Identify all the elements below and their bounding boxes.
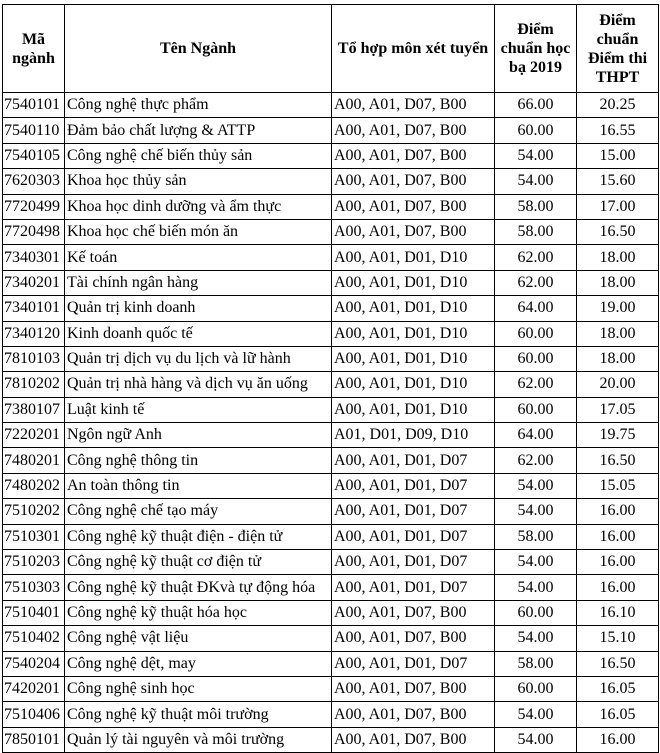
cell-score-hocba: 64.00 xyxy=(495,296,577,321)
cell-score-hocba: 58.00 xyxy=(495,651,577,676)
cell-code: 7480202 xyxy=(3,473,65,498)
cell-name: Công nghệ vật liệu xyxy=(65,626,332,651)
cell-score-thpt: 15.05 xyxy=(577,473,659,498)
cell-name: Công nghệ kỹ thuật môi trường xyxy=(65,702,332,727)
cell-score-thpt: 15.60 xyxy=(577,169,659,194)
cell-code: 7620303 xyxy=(3,169,65,194)
cell-name: Kế toán xyxy=(65,245,332,270)
header-code: Mã ngành xyxy=(3,5,65,93)
cell-name: Công nghệ kỹ thuật hóa học xyxy=(65,600,332,625)
cell-score-hocba: 54.00 xyxy=(495,143,577,168)
cell-score-thpt: 16.00 xyxy=(577,575,659,600)
cell-code: 7510303 xyxy=(3,575,65,600)
cell-score-thpt: 19.00 xyxy=(577,296,659,321)
cell-score-hocba: 60.00 xyxy=(495,676,577,701)
table-row xyxy=(3,600,659,625)
table-row xyxy=(3,245,659,270)
cell-combo: A00, A01, D01, D07 xyxy=(332,448,495,473)
cell-combo: A00, A01, D01, D07 xyxy=(332,575,495,600)
cell-score-hocba: 64.00 xyxy=(495,423,577,448)
cell-score-hocba: 62.00 xyxy=(495,245,577,270)
cell-score-hocba: 54.00 xyxy=(495,550,577,575)
cell-code: 7510406 xyxy=(3,702,65,727)
table-row xyxy=(3,727,659,752)
cell-name: Ngôn ngữ Anh xyxy=(65,423,332,448)
cell-score-thpt: 16.00 xyxy=(577,499,659,524)
cell-code: 7510203 xyxy=(3,550,65,575)
cell-code: 7340201 xyxy=(3,270,65,295)
cell-score-thpt: 16.05 xyxy=(577,676,659,701)
cell-name: Công nghệ kỹ thuật điện - điện tử xyxy=(65,524,332,549)
cell-code: 7220201 xyxy=(3,423,65,448)
cell-combo: A00, A01, D07, B00 xyxy=(332,600,495,625)
cell-name: Quản trị dịch vụ du lịch và lữ hành xyxy=(65,346,332,371)
cell-code: 7540110 xyxy=(3,118,65,143)
cell-combo: A00, A01, D01, D07 xyxy=(332,550,495,575)
cell-name: Khoa học dinh dưỡng và ẩm thực xyxy=(65,194,332,219)
cell-code: 7540204 xyxy=(3,651,65,676)
cell-name: Quản trị nhà hàng và dịch vụ ăn uống xyxy=(65,372,332,397)
cell-score-hocba: 66.00 xyxy=(495,93,577,118)
table-header-row xyxy=(3,5,659,93)
cell-score-thpt: 16.55 xyxy=(577,118,659,143)
cell-code: 7510401 xyxy=(3,600,65,625)
cell-score-thpt: 15.00 xyxy=(577,143,659,168)
cell-score-hocba: 54.00 xyxy=(495,473,577,498)
cell-combo: A00, A01, D01, D07 xyxy=(332,651,495,676)
cell-combo: A00, A01, D01, D10 xyxy=(332,245,495,270)
cell-name: Công nghệ kỹ thuật ĐKvà tự động hóa xyxy=(65,575,332,600)
cell-score-thpt: 17.05 xyxy=(577,397,659,422)
cell-name: Công nghệ kỹ thuật cơ điện tử xyxy=(65,550,332,575)
cell-code: 7810103 xyxy=(3,346,65,371)
cell-name: Luật kinh tế xyxy=(65,397,332,422)
table-row xyxy=(3,524,659,549)
cell-score-thpt: 20.25 xyxy=(577,93,659,118)
cell-combo: A00, A01, D07, B00 xyxy=(332,143,495,168)
cell-score-hocba: 60.00 xyxy=(495,600,577,625)
cell-code: 7420201 xyxy=(3,676,65,701)
cell-name: An toàn thông tin xyxy=(65,473,332,498)
header-name: Tên Ngành xyxy=(65,5,332,93)
cell-score-hocba: 54.00 xyxy=(495,702,577,727)
cell-combo: A00, A01, D01, D07 xyxy=(332,473,495,498)
cell-combo: A00, A01, D07, B00 xyxy=(332,194,495,219)
cell-score-hocba: 58.00 xyxy=(495,219,577,244)
cell-score-hocba: 54.00 xyxy=(495,169,577,194)
cell-name: Đảm bảo chất lượng & ATTP xyxy=(65,118,332,143)
cell-combo: A00, A01, D07, B00 xyxy=(332,727,495,752)
cell-score-hocba: 62.00 xyxy=(495,448,577,473)
cell-combo: A01, D01, D09, D10 xyxy=(332,423,495,448)
cell-score-thpt: 16.50 xyxy=(577,219,659,244)
cell-score-thpt: 16.50 xyxy=(577,448,659,473)
table-row xyxy=(3,626,659,651)
table-body xyxy=(3,93,659,753)
cell-score-hocba: 62.00 xyxy=(495,372,577,397)
table-row xyxy=(3,346,659,371)
cell-code: 7340101 xyxy=(3,296,65,321)
table-row xyxy=(3,321,659,346)
table-row xyxy=(3,550,659,575)
cell-score-hocba: 60.00 xyxy=(495,321,577,346)
cell-score-hocba: 60.00 xyxy=(495,397,577,422)
table-row xyxy=(3,270,659,295)
header-score-thpt: Điểm chuẩn Điểm thi THPT xyxy=(577,5,659,93)
cell-name: Khoa học chế biến món ăn xyxy=(65,219,332,244)
table-row xyxy=(3,219,659,244)
cell-score-thpt: 16.50 xyxy=(577,651,659,676)
cell-combo: A00, A01, D07, B00 xyxy=(332,219,495,244)
cell-combo: A00, A01, D01, D10 xyxy=(332,270,495,295)
table-row xyxy=(3,473,659,498)
cell-code: 7380107 xyxy=(3,397,65,422)
cell-score-thpt: 18.00 xyxy=(577,346,659,371)
cell-combo: A00, A01, D07, B00 xyxy=(332,676,495,701)
cell-score-thpt: 18.00 xyxy=(577,270,659,295)
cell-score-hocba: 60.00 xyxy=(495,346,577,371)
table-row xyxy=(3,169,659,194)
cell-combo: A00, A01, D07, B00 xyxy=(332,118,495,143)
cell-score-thpt: 16.00 xyxy=(577,550,659,575)
table-row xyxy=(3,296,659,321)
cell-score-hocba: 58.00 xyxy=(495,524,577,549)
cell-score-thpt: 18.00 xyxy=(577,321,659,346)
cell-code: 7540105 xyxy=(3,143,65,168)
table-row xyxy=(3,575,659,600)
cell-name: Tài chính ngân hàng xyxy=(65,270,332,295)
cell-combo: A00, A01, D01, D10 xyxy=(332,397,495,422)
cell-score-hocba: 54.00 xyxy=(495,499,577,524)
header-combo: Tổ hợp môn xét tuyển xyxy=(332,5,495,93)
table-row xyxy=(3,676,659,701)
cell-code: 7850101 xyxy=(3,727,65,752)
cell-score-thpt: 16.00 xyxy=(577,524,659,549)
cell-name: Công nghệ chế biến thủy sản xyxy=(65,143,332,168)
cell-name: Công nghệ thông tin xyxy=(65,448,332,473)
header-score-hocba: Điểm chuẩn học bạ 2019 xyxy=(495,5,577,93)
cell-name: Khoa học thủy sản xyxy=(65,169,332,194)
cell-combo: A00, A01, D01, D07 xyxy=(332,524,495,549)
cell-combo: A00, A01, D01, D10 xyxy=(332,296,495,321)
table-row xyxy=(3,397,659,422)
cell-score-thpt: 17.00 xyxy=(577,194,659,219)
cell-code: 7720498 xyxy=(3,219,65,244)
cell-combo: A00, A01, D01, D10 xyxy=(332,372,495,397)
table-row xyxy=(3,143,659,168)
cell-code: 7720499 xyxy=(3,194,65,219)
cell-combo: A00, A01, D07, B00 xyxy=(332,93,495,118)
cell-code: 7540101 xyxy=(3,93,65,118)
cell-combo: A00, A01, D01, D10 xyxy=(332,346,495,371)
cell-code: 7810202 xyxy=(3,372,65,397)
cell-name: Công nghệ thực phẩm xyxy=(65,93,332,118)
cell-combo: A00, A01, D07, B00 xyxy=(332,702,495,727)
table-row xyxy=(3,423,659,448)
cell-score-thpt: 18.00 xyxy=(577,245,659,270)
cell-score-thpt: 16.05 xyxy=(577,702,659,727)
cell-score-hocba: 54.00 xyxy=(495,727,577,752)
table-row xyxy=(3,651,659,676)
table-row xyxy=(3,194,659,219)
cell-score-hocba: 54.00 xyxy=(495,575,577,600)
cell-code: 7340301 xyxy=(3,245,65,270)
cell-score-hocba: 54.00 xyxy=(495,626,577,651)
cell-score-thpt: 19.75 xyxy=(577,423,659,448)
cell-score-hocba: 58.00 xyxy=(495,194,577,219)
table-row xyxy=(3,93,659,118)
cell-combo: A00, A01, D01, D10 xyxy=(332,321,495,346)
cell-score-thpt: 16.00 xyxy=(577,727,659,752)
cell-name: Quản lý tài nguyên và môi trường xyxy=(65,727,332,752)
cell-score-thpt: 16.10 xyxy=(577,600,659,625)
cell-name: Quản trị kinh doanh xyxy=(65,296,332,321)
cell-combo: A00, A01, D07, B00 xyxy=(332,626,495,651)
cell-name: Công nghệ chế tạo máy xyxy=(65,499,332,524)
cell-name: Công nghệ dệt, may xyxy=(65,651,332,676)
cell-score-thpt: 15.10 xyxy=(577,626,659,651)
cell-code: 7510301 xyxy=(3,524,65,549)
cell-score-hocba: 62.00 xyxy=(495,270,577,295)
admission-scores-table xyxy=(2,4,659,753)
table-row xyxy=(3,702,659,727)
cell-score-hocba: 60.00 xyxy=(495,118,577,143)
cell-combo: A00, A01, D07, B00 xyxy=(332,169,495,194)
table-row xyxy=(3,118,659,143)
cell-score-thpt: 20.00 xyxy=(577,372,659,397)
cell-code: 7510402 xyxy=(3,626,65,651)
table-row xyxy=(3,448,659,473)
cell-code: 7340120 xyxy=(3,321,65,346)
cell-name: Kinh doanh quốc tế xyxy=(65,321,332,346)
table-row xyxy=(3,372,659,397)
cell-combo: A00, A01, D01, D07 xyxy=(332,499,495,524)
cell-code: 7480201 xyxy=(3,448,65,473)
table-row xyxy=(3,499,659,524)
cell-code: 7510202 xyxy=(3,499,65,524)
cell-name: Công nghệ sinh học xyxy=(65,676,332,701)
